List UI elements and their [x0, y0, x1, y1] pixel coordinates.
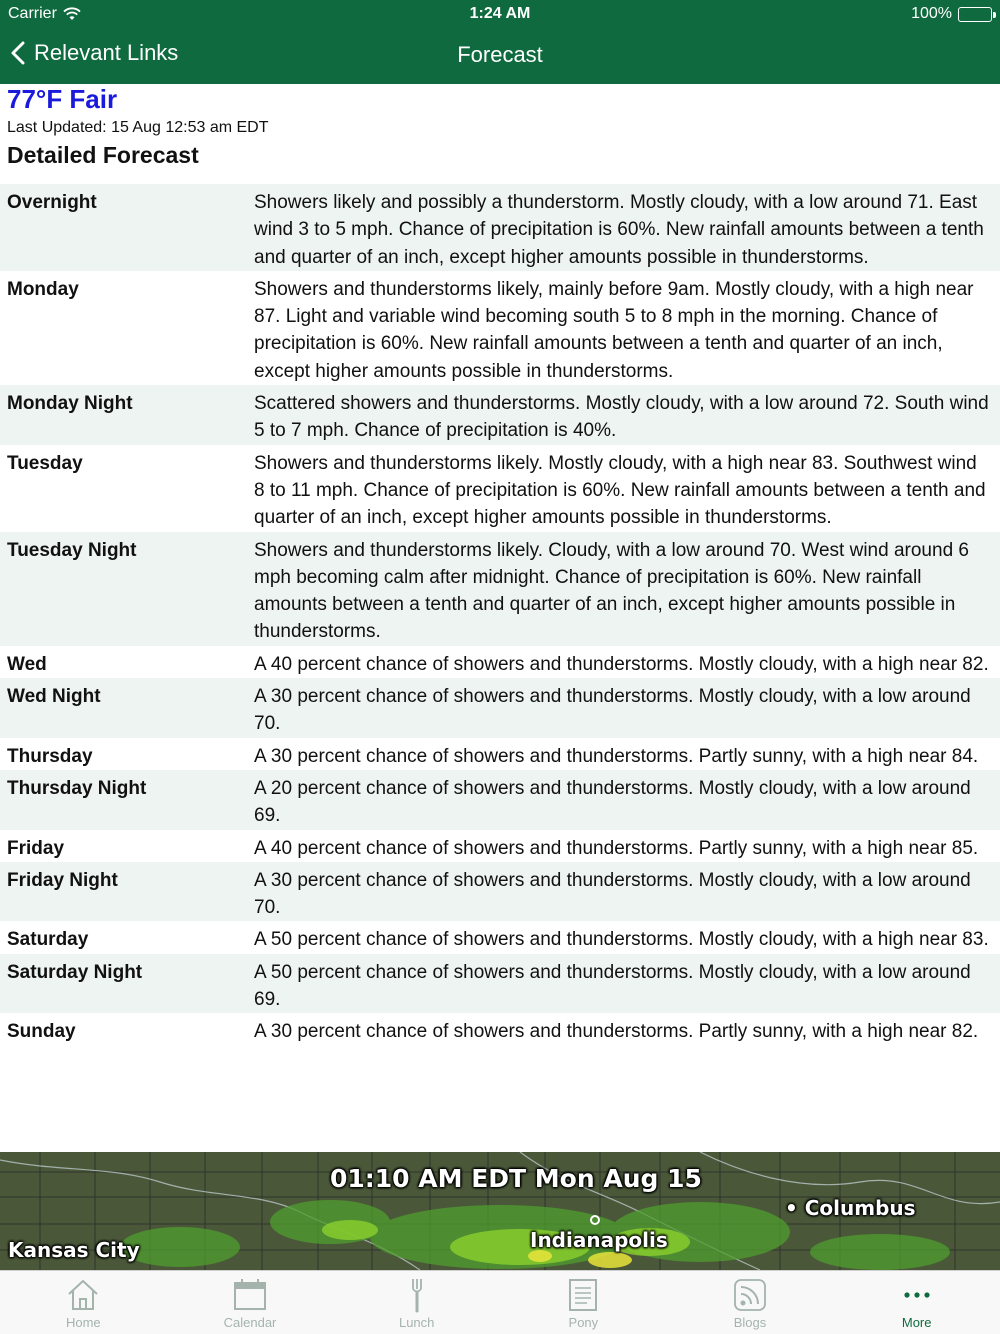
forecast-description: A 30 percent chance of showers and thunderstorms. Mostly cloudy, with a low around 70. — [254, 686, 971, 735]
tab-pony[interactable] — [500, 1271, 667, 1334]
tab-blogs[interactable] — [667, 1271, 834, 1334]
tab-calendar-label: Calendar — [223, 1315, 277, 1330]
radar-city-indianapolis: Indianapolis — [530, 1228, 668, 1252]
tab-home[interactable] — [0, 1271, 167, 1334]
status-time: 1:24 AM — [469, 5, 531, 22]
radar-city-kansas-city: Kansas City — [8, 1238, 140, 1262]
forecast-description: A 50 percent chance of showers and thunderstorms. Mostly cloudy, with a low around 69. — [254, 961, 971, 1011]
forecast-row — [0, 738, 1000, 770]
tab-lunch-label: Lunch — [398, 1315, 435, 1330]
status-bar — [0, 0, 1000, 28]
forecast-description: A 30 percent chance of showers and thunderstorms. Partly sunny, with a high near 84. — [254, 745, 979, 767]
more-dots-icon — [899, 1277, 935, 1313]
section-heading: Detailed Forecast — [7, 142, 199, 168]
tab-lunch[interactable] — [333, 1271, 500, 1334]
forecast-description: A 40 percent chance of showers and thunderstorms. Partly sunny, with a high near 85. — [254, 837, 979, 859]
forecast-period: Tuesday Night — [7, 539, 137, 561]
page-title: Forecast — [457, 42, 543, 67]
forecast-description: A 30 percent chance of showers and thunderstorms. Mostly cloudy, with a low around 70. — [254, 869, 971, 919]
forecast-row — [0, 770, 1000, 830]
tab-more[interactable] — [833, 1271, 1000, 1334]
forecast-table — [0, 184, 1000, 1046]
tab-bar — [0, 1270, 1000, 1334]
forecast-description: A 20 percent chance of showers and thunderstorms. Mostly cloudy, with a low around 69. — [254, 777, 971, 827]
forecast-description: Showers and thunderstorms likely. Cloudy, with a low around 70. West wind around 6 mph becoming calm after midnight. Chance of precipitation is 60%. New rainfall amounts between a tenth and quarter of an inch, except higher amounts possible in thunderstorms. — [254, 539, 969, 643]
tab-pony-label: Pony — [568, 1315, 599, 1330]
back-button-label: Relevant Links — [34, 40, 179, 65]
forecast-period: Saturday — [7, 929, 89, 951]
calendar-icon — [232, 1277, 268, 1313]
tab-blogs-label: Blogs — [733, 1315, 767, 1330]
current-conditions — [0, 84, 1000, 184]
forecast-period: Thursday Night — [7, 777, 147, 799]
forecast-row — [0, 954, 1000, 1014]
radar-city-columbus: • Columbus — [785, 1196, 916, 1220]
top-bar — [0, 0, 1000, 84]
forecast-row — [0, 921, 1000, 953]
forecast-row — [0, 532, 1000, 646]
tab-calendar[interactable] — [167, 1271, 334, 1334]
tab-home-label: Home — [65, 1315, 101, 1330]
forecast-row — [0, 1013, 1000, 1045]
forecast-description: A 40 percent chance of showers and thunderstorms. Mostly cloudy, with a high near 82. — [254, 653, 989, 675]
forecast-description: A 30 percent chance of showers and thunderstorms. Partly sunny, with a high near 82. — [254, 1021, 979, 1043]
forecast-period: Saturday Night — [7, 961, 143, 983]
forecast-row — [0, 646, 1000, 678]
forecast-period: Sunday — [7, 1021, 76, 1043]
current-temperature: 77°F Fair — [7, 84, 118, 114]
forecast-row — [0, 830, 1000, 862]
battery — [911, 5, 992, 23]
last-updated: Last Updated: 15 Aug 12:53 am EDT — [7, 119, 269, 136]
forecast-period: Friday Night — [7, 869, 118, 891]
forecast-period: Wed Night — [7, 686, 101, 708]
forecast-description: Showers likely and possibly a thunderstorm. Mostly cloudy, with a low around 71. East wind 3 to 5 mph. Chance of precipitation is 60%. New rainfall amounts between a tenth and quarter of an inch, except higher amounts possible in thunderstorms. — [254, 192, 984, 268]
fork-icon — [399, 1277, 435, 1313]
forecast-period: Overnight — [7, 192, 97, 213]
rss-icon — [732, 1277, 768, 1313]
house-icon — [65, 1277, 101, 1313]
forecast-period: Monday Night — [7, 393, 133, 415]
forecast-row — [0, 271, 1000, 385]
forecast-description: Showers and thunderstorms likely. Mostly cloudy, with a high near 83. Southwest wind 8 to 11 mph. Chance of precipitation is 60%. New rainfall amounts between a tenth and quarter of an inch, except higher amounts possible in thunderstorms. — [254, 452, 986, 529]
nav-bar — [0, 28, 1000, 84]
radar-timestamp: 01:10 AM EDT Mon Aug 15 — [330, 1164, 702, 1193]
tab-more-label: More — [901, 1315, 932, 1330]
battery-label: 100% — [911, 5, 952, 22]
forecast-period: Tuesday — [7, 452, 83, 474]
forecast-period: Monday — [7, 278, 79, 300]
forecast-description: Scattered showers and thunderstorms. Mostly cloudy, with a low around 72. South wind 5 to 7 mph. Chance of precipitation is 40%. — [254, 393, 989, 442]
radar-map[interactable] — [0, 1152, 1000, 1270]
battery-icon — [958, 7, 992, 22]
document-icon — [565, 1277, 601, 1313]
forecast-period: Wed — [7, 653, 47, 675]
forecast-description: Showers and thunderstorms likely, mainly before 9am. Mostly cloudy, with a high near 87. Light and variable wind becoming south 5 to 8 mph in the morning. Chance of precipitation is 60%. New rainfall amounts between a tenth and quarter of an inch, except higher amounts possible in thunderstorms. — [254, 278, 974, 382]
forecast-period: Friday — [7, 837, 65, 859]
forecast-description: A 50 percent chance of showers and thunderstorms. Mostly cloudy, with a high near 83. — [254, 929, 989, 951]
forecast-row — [0, 678, 1000, 738]
forecast-row — [0, 862, 1000, 922]
forecast-row — [0, 385, 1000, 445]
forecast-row — [0, 184, 1000, 271]
carrier-label: Carrier — [8, 5, 57, 22]
forecast-row — [0, 445, 1000, 532]
forecast-period: Thursday — [7, 745, 93, 767]
